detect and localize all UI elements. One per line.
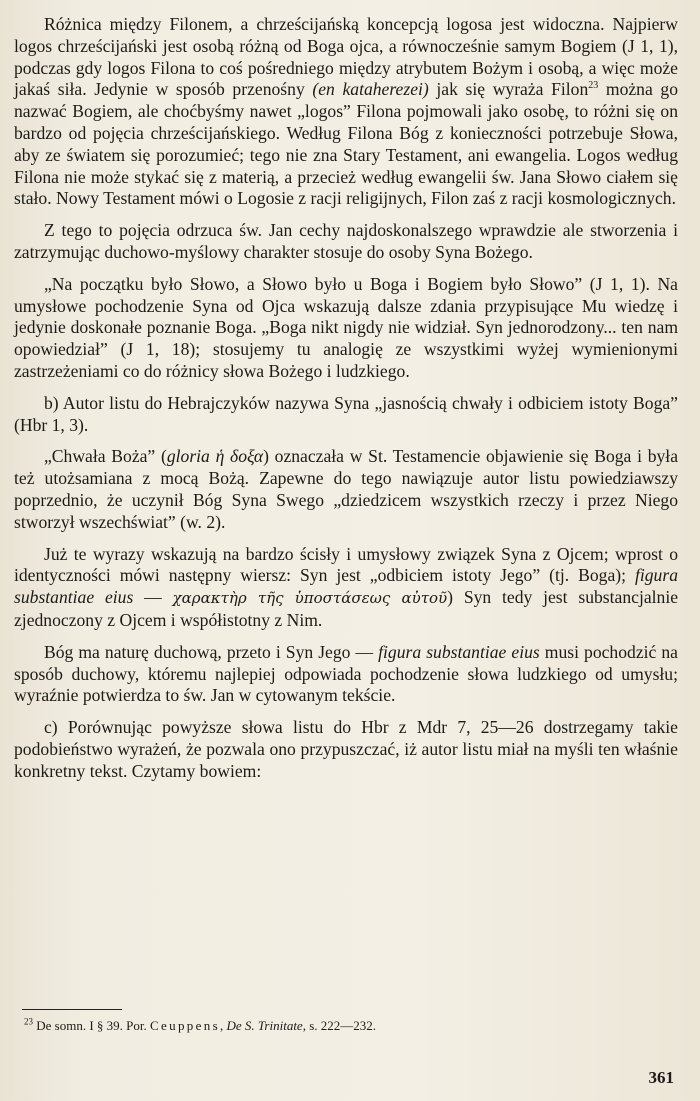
paragraph-text: jak się wyraża Filon <box>428 79 589 100</box>
footnote <box>24 1018 676 1034</box>
paragraph-figura-substantiae <box>14 544 678 632</box>
paragraph-philo-difference <box>14 14 678 210</box>
greek-phrase: χαρακτὴρ τῆς ὑποστάσεως αὐτοῦ <box>172 589 448 608</box>
paragraph-text: „Chwała Boża” ( <box>44 446 167 467</box>
paragraph-hebrews-intro: b) Autor listu do Hebrajczyków nazywa Syna „jasnością chwały i odbiciem istoty Boga” (Hbr 1, 3). <box>14 392 678 435</box>
paragraph-spiritual-nature <box>14 642 678 707</box>
footnote-text: De somn. I § 39. Por. <box>33 1018 150 1033</box>
paragraph-in-the-beginning: „Na początku było Słowo, a Słowo było u Boga i Bogiem było Słowo” (J 1, 1). Na umysłowe pochodzenie Syna od Ojca wskazują dalsze zdania przypisujące Mu wiedzę i jedynie doskonałe poznanie Boga. „Boga nikt nigdy nie widział. Syn jednorodzony... ten nam opowiedział” (J 1, 18); stosujemy tu analogię ze wszystkimi wyżej wymienionymi zastrzeżeniami co do różnicy słowa Bożego i ludzkiego. <box>14 273 678 381</box>
footnote-divider <box>22 1009 122 1010</box>
paragraph-text: Bóg ma naturę duchową, przeto i Syn Jego — <box>44 641 379 662</box>
page-number: 361 <box>648 1068 674 1087</box>
paragraph-glory-of-god <box>14 446 678 533</box>
paragraph-text: musi pochodzić na sposób duchowy, któremu najlepiej odpowiada pochodzenie słowa ludzkiego od umysłu; wyraźnie potwierdza to św. Jan w cytowanym tekście. <box>14 641 678 706</box>
paragraph-text: ) oznaczała w St. Testamencie objawienie się Boga i była też utożsamiana z mocą Bożą. Zapewne do tego nawiązuje autor listu powiedziawszy poprzednio, że uczynił Bóg Syna Swego „dziedzicem wszystkich rzeczy i przez Niego stworzył wszechświat” (w. 2). <box>14 446 679 532</box>
italic-term: gloria ἡ δοξα <box>166 446 264 467</box>
footnote-title: De S. Trinitate <box>226 1018 303 1033</box>
paragraph-text: ) Syn tedy jest substancjalnie zjednoczony z Ojcem i współistotny z Nim. <box>14 587 679 630</box>
italic-term: (en kataherezei) <box>312 79 429 100</box>
paragraph-text: — <box>133 587 173 608</box>
paragraph-text: można go nazwać Bogiem, ale choćbyśmy nawet „logos” Filona pojmowali jako osobę, to różni się on bardzo od pojęcia chrześcijańskiego. Według Filona Bóg z konieczności potrzebuje Słowa, aby ze światem się porozumieć; tego nie zna Stary Testament, ani ewangelia. Logos według Filona nie może stykać się z materią, a przecież według ewangelii św. Jana Słowo ciałem się stało. Nowy Testament mówi o Logosie z racji religijnych, Filon zaś z racji kosmologicznych. <box>14 79 679 209</box>
footnote-author: Ceuppens <box>150 1018 220 1033</box>
paragraph-john-concept: Z tego to pojęcia odrzuca św. Jan cechy najdoskonalszego wprawdzie ale stworzenia i zatrzymując duchowo-myślowy charakter stosuje do osoby Syna Bożego. <box>14 220 678 262</box>
body-text <box>14 14 678 783</box>
footnote-reference[interactable]: 23 <box>588 80 599 92</box>
footnote-number: 23 <box>24 1016 33 1027</box>
paragraph-text: Już te wyrazy wskazują na bardzo ścisły i umysłowy związek Syna z Ojcem; wprost o identyczności mówi następny wiersz: Syn jest „odbiciem istoty Jego” (tj. Boga); <box>14 543 678 586</box>
italic-term: figura substantiae eius <box>378 641 540 662</box>
footnote-text: , s. 222—232. <box>302 1018 377 1033</box>
footnote-text: , <box>220 1018 227 1033</box>
italic-term: figura substantiae eius <box>14 565 678 608</box>
paragraph-text: Różnica między Filonem, a chrześcijańską koncepcją logosa jest widoczna. Najpierw logos chrześcijański jest osobą różną od Boga ojca, a równocześnie samym Bogiem (J 1, 1), podczas gdy logos Filona to coś pośredniego między atrybutem Bożym i osobą, a więc może jakaś siła. Jedynie w sposób przenośny <box>14 14 678 100</box>
paragraph-wisdom-comparison: c) Porównując powyższe słowa listu do Hbr z Mdr 7, 25—26 dostrzegamy takie podobieństwo wyrażeń, że pozwala ono przypuszczać, iż autor listu miał na myśli ten właśnie konkretny tekst. Czytamy bowiem: <box>14 717 678 781</box>
